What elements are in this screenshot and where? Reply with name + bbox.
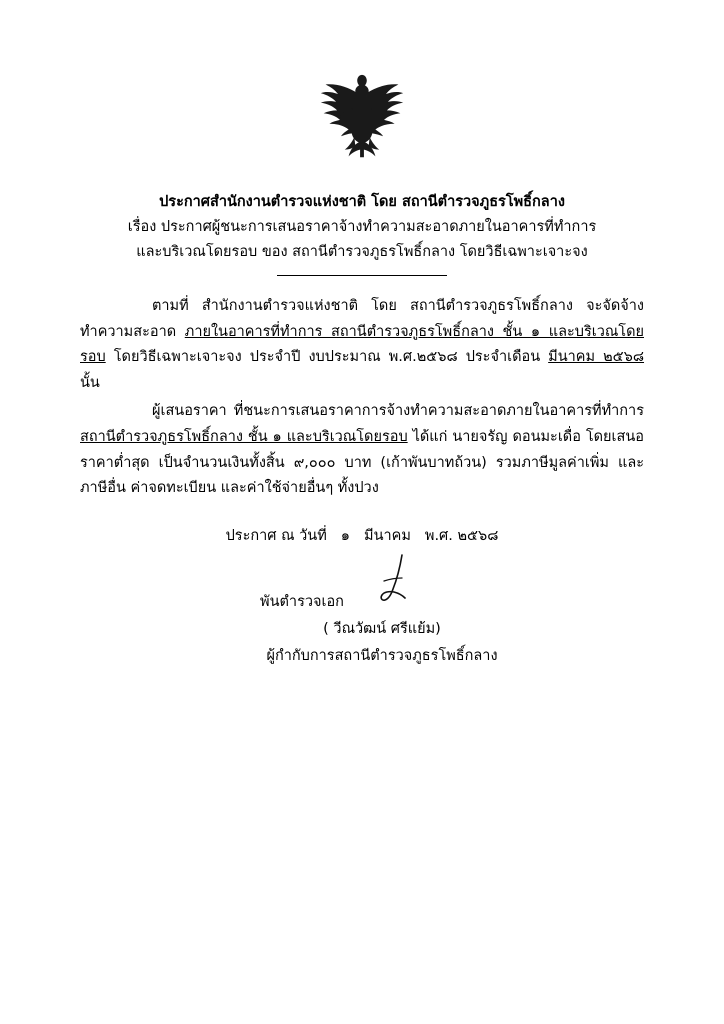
signature-rank-row	[80, 589, 644, 616]
para2-mid: ได้แก่ นายจรัญ ดอนมะเดื่อ โดยเสนอราคาต่ำสุด	[80, 428, 644, 471]
para2-lead: ผู้เสนอราคา ที่ชนะการเสนอราคาการจ้างทำความสะอาดภายในอาคารที่ทำการ	[152, 403, 644, 419]
para1-lead: ตามที่ สำนักงานตำรวจแห่งชาติ โดย สถานีตำรวจภูธรโพธิ์กลาง จะจัดจ้างทำความสะอาด	[80, 297, 644, 340]
signature-block	[80, 589, 644, 669]
heading-subject-line-2: และบริเวณโดยรอบ ของ สถานีตำรวจภูธรโพธิ์กลาง โดยวิธีเฉพาะเจาะจง	[136, 243, 588, 260]
para1-underline-month: มีนาคม ๒๕๖๘	[548, 349, 645, 366]
date-prefix: ประกาศ ณ วันที่	[225, 528, 327, 545]
para1-mid: โดยวิธีเฉพาะเจาะจง ประจำปี	[105, 349, 301, 366]
heading-announcement: ประกาศสำนักงานตำรวจแห่งชาติ โดย สถานีตำรวจภูธรโพธิ์กลาง	[159, 194, 565, 210]
para2-amount: เป็นจำนวนเงินทั้งสิ้น ๙,๐๐๐ บาท (เก้าพันบาทถ้วน) รวมภาษีมูลค่าเพิ่ม และภาษีอื่น	[80, 454, 645, 497]
para1-budget-post: นั้น	[80, 375, 100, 392]
paragraph-background	[80, 294, 644, 397]
garuda-emblem	[314, 72, 410, 164]
date-month: มีนาคม	[364, 528, 411, 545]
emblem-container	[80, 0, 644, 164]
para1-budget-pre: งบประมาณ พ.ศ.๒๕๖๘ ประจำเดือน	[308, 349, 549, 366]
signer-name: ( วีณวัฒน์ ศรีแย้ม)	[323, 621, 441, 637]
handwritten-signature-icon	[372, 551, 412, 603]
signer-rank: พันตำรวจเอก	[260, 594, 344, 611]
para2-fees: ค่าจดทะเบียน และค่าใช้จ่ายอื่นๆ ทั้งปวง	[130, 480, 379, 497]
date-year: พ.ศ. ๒๕๖๘	[424, 528, 499, 545]
heading-divider	[277, 275, 447, 276]
signer-position: ผู้กำกับการสถานีตำรวจภูธรโพธิ์กลาง	[266, 647, 498, 664]
document-body	[80, 294, 644, 502]
document-headings	[80, 190, 644, 276]
heading-subject-line-1: เรื่อง ประกาศผู้ชนะการเสนอราคาจ้างทำความสะอาดภายในอาคารที่ทำการ	[127, 218, 597, 235]
date-day: ๑	[340, 528, 351, 545]
paragraph-winner	[80, 399, 644, 502]
heading-divider-wrap	[80, 275, 644, 276]
para1-underline-scope: ภายในอาคารที่ทำการ สถานีตำรวจภูธรโพธิ์กลาง ชั้น ๑ และบริเวณโดยรอบ	[80, 323, 644, 366]
para2-underline-scope: สถานีตำรวจภูธรโพธิ์กลาง ชั้น ๑ และบริเวณโดยรอบ	[80, 428, 408, 445]
announcement-date	[80, 524, 644, 547]
